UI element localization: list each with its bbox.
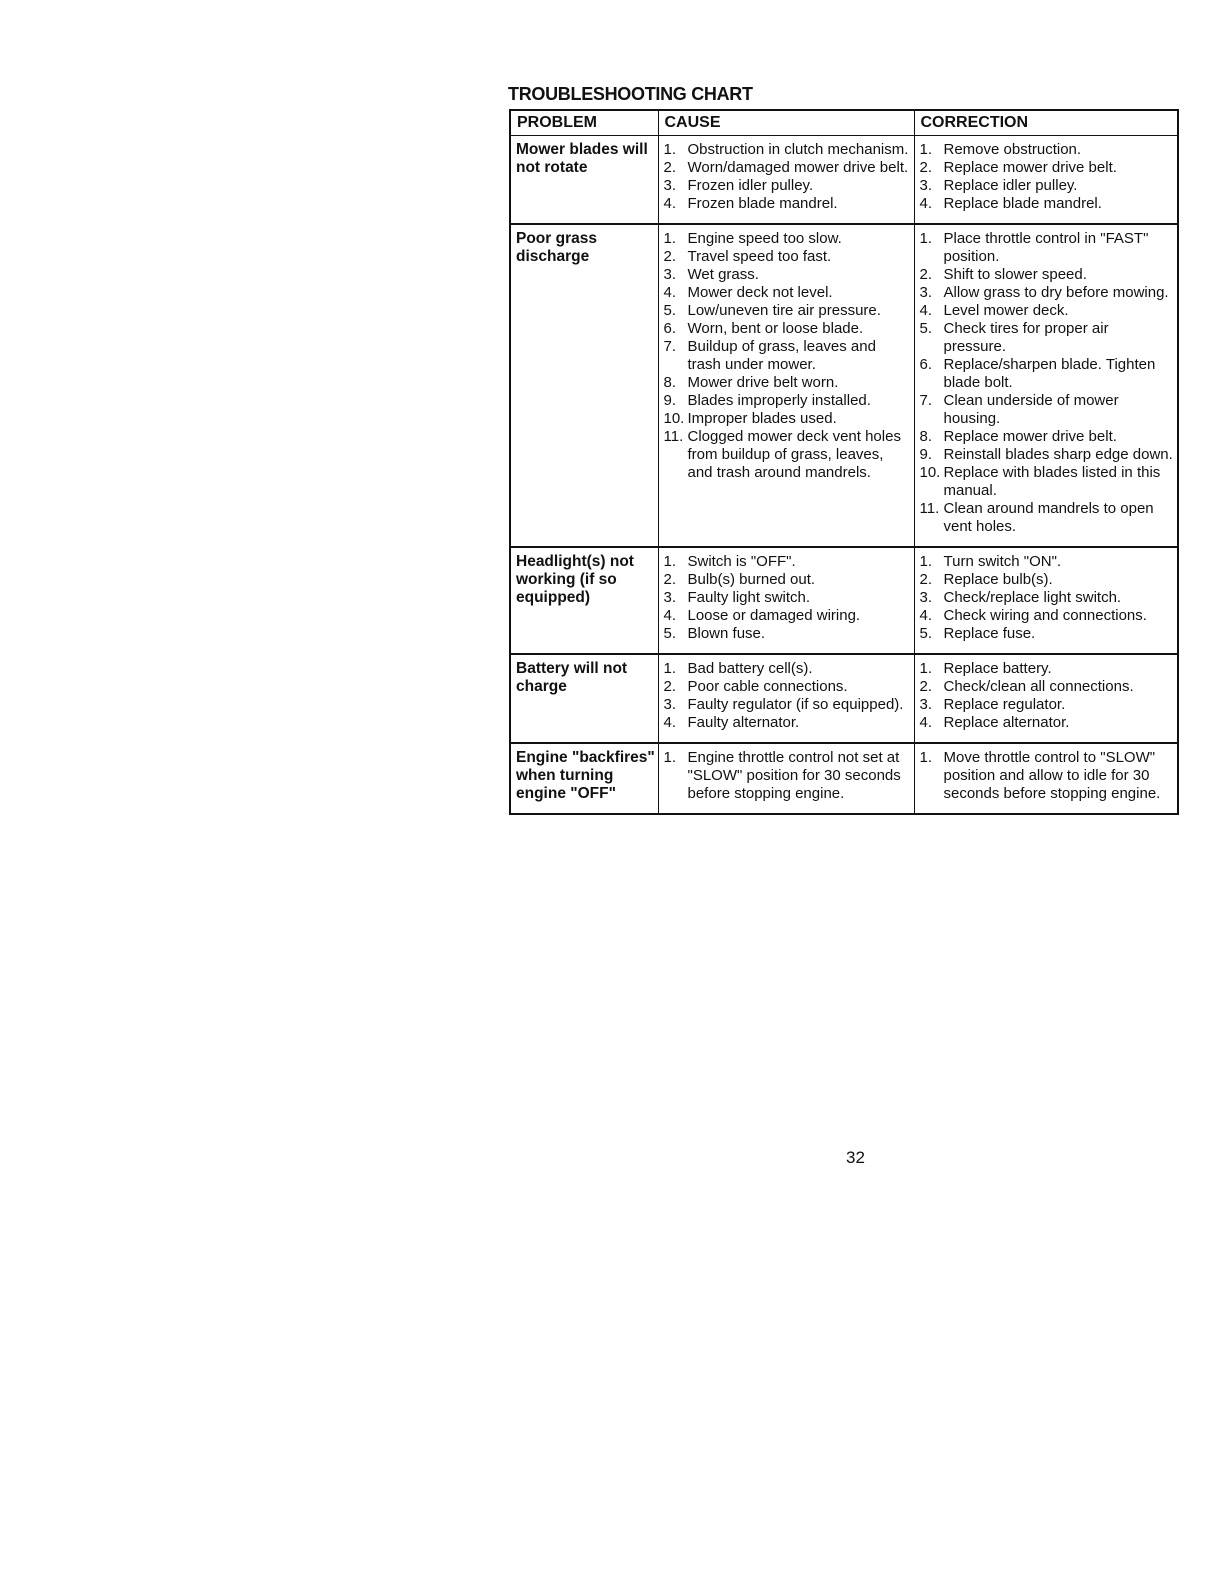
correction-list [920,553,1176,643]
correction-list [920,660,1176,732]
correction-item-number: 5. [919,625,933,642]
correction-item [920,696,1176,714]
correction-item-text: Check wiring and connections. [943,607,1147,624]
cause-item-text: Improper blades used. [687,410,837,427]
correction-item-number: 1. [919,660,933,677]
problem-text: Headlight(s) not working (if so equipped) [516,553,634,606]
table-header-row [510,110,1178,136]
cause-item-text: Obstruction in clutch mechanism. [687,141,909,158]
correction-cell [914,654,1178,743]
correction-item-text: Replace mower drive belt. [943,428,1117,445]
correction-item-number: 11. [919,500,940,517]
correction-item-number: 2. [919,678,933,695]
troubleshooting-table [509,109,1179,815]
cause-item-text: Bulb(s) burned out. [687,571,816,588]
correction-item-text: Replace idler pulley. [943,177,1078,194]
cause-item-text: Low/uneven tire air pressure. [687,302,881,319]
cause-list [664,660,912,732]
correction-item-number: 7. [919,392,933,409]
cause-item [664,320,912,338]
correction-item-text: Replace battery. [943,660,1052,677]
correction-item-number: 1. [919,230,933,247]
correction-item [920,553,1176,571]
correction-item [920,571,1176,589]
cause-list [664,553,912,643]
cause-item-number: 3. [663,589,677,606]
correction-item-text: Replace fuse. [943,625,1036,642]
correction-item-text: Allow grass to dry before mowing. [943,284,1169,301]
cause-list [664,749,912,803]
problem-cell [510,654,658,743]
cause-item-text: Frozen idler pulley. [687,177,814,194]
correction-item-text: Replace regulator. [943,696,1066,713]
correction-item [920,302,1176,320]
cause-item-number: 1. [663,553,677,570]
table-row [510,136,1178,225]
cause-item-text: Faulty alternator. [687,714,800,731]
correction-item-text: Replace alternator. [943,714,1070,731]
cause-cell [658,224,914,547]
correction-item-number: 1. [919,141,933,158]
cause-item-text: Mower deck not level. [687,284,833,301]
table-row [510,224,1178,547]
cause-item [664,571,912,589]
cause-cell [658,136,914,225]
cause-item [664,195,912,213]
cause-item [664,410,912,428]
correction-item [920,625,1176,643]
cause-item [664,625,912,643]
cause-item [664,159,912,177]
cause-item-text: Poor cable connections. [687,678,848,695]
problem-text: Engine "backfires" when turning engine "OFF" [516,749,655,802]
correction-cell [914,547,1178,654]
cause-item-text: Wet grass. [687,266,759,283]
cause-item-number: 3. [663,266,677,283]
correction-item [920,660,1176,678]
correction-item-text: Replace with blades listed in this manual. [943,464,1161,499]
cause-item-number: 3. [663,696,677,713]
cause-item-text: Bad battery cell(s). [687,660,813,677]
correction-item [920,266,1176,284]
correction-item-number: 2. [919,571,933,588]
cause-item-text: Switch is "OFF". [687,553,796,570]
correction-item-number: 5. [919,320,933,337]
cause-list [664,230,912,482]
correction-item-text: Move throttle control to "SLOW" position and allow to idle for 30 seconds before stopping engine. [943,749,1161,802]
correction-item-text: Check tires for proper air pressure. [943,320,1109,355]
cause-item [664,392,912,410]
correction-item-number: 3. [919,284,933,301]
cause-item [664,284,912,302]
cause-item [664,302,912,320]
correction-item-text: Replace blade mandrel. [943,195,1102,212]
cause-item-number: 4. [663,607,677,624]
correction-item-number: 8. [919,428,933,445]
cause-item-text: Travel speed too fast. [687,248,832,265]
table-row [510,547,1178,654]
cause-item-text: Blades improperly installed. [687,392,871,409]
cause-item-number: 3. [663,177,677,194]
cause-item-text: Faulty regulator (if so equipped). [687,696,904,713]
cause-item [664,553,912,571]
correction-item [920,589,1176,607]
correction-item-number: 6. [919,356,933,373]
cause-item-number: 2. [663,571,677,588]
correction-cell [914,136,1178,225]
correction-item-text: Level mower deck. [943,302,1069,319]
cause-item [664,230,912,248]
correction-item-text: Check/replace light switch. [943,589,1122,606]
cause-item [664,696,912,714]
cause-item-text: Loose or damaged wiring. [687,607,861,624]
cause-item-number: 2. [663,159,677,176]
correction-item-number: 4. [919,195,933,212]
correction-item [920,714,1176,732]
cause-item-number: 11. [663,428,684,445]
cause-item-text: Worn, bent or loose blade. [687,320,864,337]
problem-text: Battery will not charge [516,660,628,695]
correction-item [920,446,1176,464]
table-body [510,136,1178,815]
correction-item [920,177,1176,195]
correction-item [920,464,1176,500]
correction-item [920,749,1176,803]
correction-list [920,749,1176,803]
cause-cell [658,743,914,814]
correction-item [920,392,1176,428]
correction-item-number: 2. [919,266,933,283]
cause-item-number: 4. [663,714,677,731]
cause-item-number: 5. [663,625,677,642]
correction-item-number: 2. [919,159,933,176]
cause-item-number: 2. [663,248,677,265]
correction-item [920,356,1176,392]
correction-list [920,141,1176,213]
correction-item-text: Remove obstruction. [943,141,1082,158]
problem-cell [510,547,658,654]
cause-item-text: Worn/damaged mower drive belt. [687,159,909,176]
cause-cell [658,547,914,654]
cause-item-text: Engine speed too slow. [687,230,842,247]
table-row [510,743,1178,814]
correction-item-text: Clean underside of mower housing. [943,392,1119,427]
correction-item-number: 3. [919,696,933,713]
correction-item-text: Replace/sharpen blade. Tighten blade bolt. [943,356,1156,391]
correction-item-text: Replace mower drive belt. [943,159,1117,176]
cause-item-text: Engine throttle control not set at "SLOW" position for 30 seconds before stopping engine. [687,749,901,802]
cause-item-number: 4. [663,195,677,212]
cause-list [664,141,912,213]
cause-item-text: Clogged mower deck vent holes from buildup of grass, leaves, and trash around mandrels. [687,428,901,481]
problem-cell [510,224,658,547]
correction-item [920,159,1176,177]
cause-item-number: 5. [663,302,677,319]
cause-item [664,338,912,374]
correction-list [920,230,1176,536]
correction-item [920,607,1176,625]
cause-item-number: 1. [663,141,677,158]
correction-item [920,195,1176,213]
cause-item-text: Faulty light switch. [687,589,811,606]
correction-item-number: 4. [919,714,933,731]
cause-cell [658,654,914,743]
cause-item [664,248,912,266]
correction-item-text: Replace bulb(s). [943,571,1053,588]
correction-item-text: Place throttle control in "FAST" position. [943,230,1149,265]
cause-item [664,141,912,159]
correction-cell [914,224,1178,547]
correction-item [920,141,1176,159]
correction-item-text: Check/clean all connections. [943,678,1134,695]
problem-text: Mower blades will not rotate [516,141,648,176]
correction-item-text: Clean around mandrels to open vent holes. [943,500,1154,535]
cause-item [664,749,912,803]
table-row [510,654,1178,743]
cause-item-number: 1. [663,749,677,766]
problem-cell [510,743,658,814]
correction-item-number: 3. [919,589,933,606]
cause-item [664,177,912,195]
correction-item-number: 10. [919,464,941,481]
cause-item-number: 2. [663,678,677,695]
correction-item [920,678,1176,696]
correction-item [920,500,1176,536]
header-cause: CAUSE [658,110,914,136]
correction-item-number: 9. [919,446,933,463]
cause-item [664,678,912,696]
cause-item-text: Frozen blade mandrel. [687,195,838,212]
correction-item [920,320,1176,356]
correction-cell [914,743,1178,814]
cause-item [664,589,912,607]
cause-item-text: Mower drive belt worn. [687,374,839,391]
problem-text: Poor grass discharge [516,230,597,265]
cause-item-number: 4. [663,284,677,301]
cause-item-number: 9. [663,392,677,409]
correction-item-number: 4. [919,607,933,624]
chart-title: TROUBLESHOOTING CHART [508,84,753,104]
cause-item [664,714,912,732]
cause-item [664,607,912,625]
correction-item-text: Turn switch "ON". [943,553,1062,570]
correction-item-text: Reinstall blades sharp edge down. [943,446,1173,463]
correction-item-number: 1. [919,749,933,766]
header-problem: PROBLEM [510,110,658,136]
cause-item-number: 6. [663,320,677,337]
cause-item-number: 7. [663,338,677,355]
correction-item-number: 1. [919,553,933,570]
correction-item [920,230,1176,266]
cause-item [664,266,912,284]
cause-item-text: Blown fuse. [687,625,766,642]
correction-item-number: 3. [919,177,933,194]
cause-item-text: Buildup of grass, leaves and trash under mower. [687,338,876,373]
correction-item [920,284,1176,302]
correction-item [920,428,1176,446]
cause-item-number: 8. [663,374,677,391]
correction-item-number: 4. [919,302,933,319]
cause-item [664,374,912,392]
correction-item-text: Shift to slower speed. [943,266,1087,283]
header-correction: CORRECTION [914,110,1178,136]
cause-item-number: 1. [663,230,677,247]
cause-item [664,660,912,678]
cause-item [664,428,912,482]
cause-item-number: 1. [663,660,677,677]
cause-item-number: 10. [663,410,685,427]
page-number: 32 [846,1148,865,1167]
problem-cell [510,136,658,225]
